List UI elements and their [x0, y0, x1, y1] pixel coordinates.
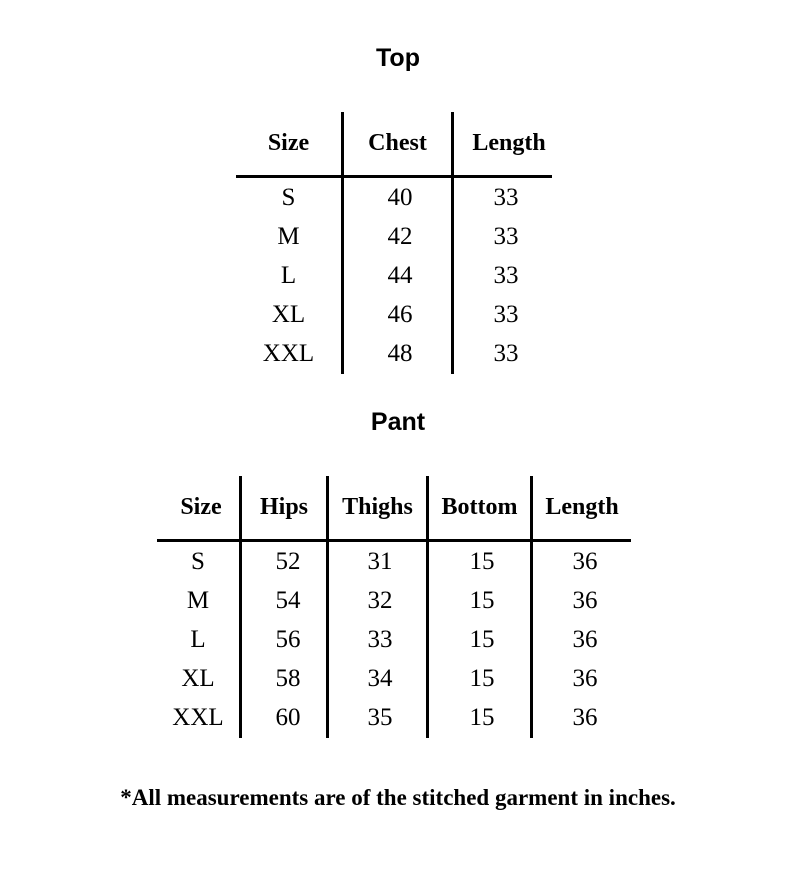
pant-cell: 31: [367, 548, 393, 575]
pant-cell: XXL: [172, 704, 224, 731]
pant-cell: 15: [469, 665, 495, 692]
pant-header-bottom: Bottom: [441, 494, 518, 520]
pant-cell: 36: [572, 587, 598, 614]
top-header-size: Size: [267, 130, 310, 156]
top-cell: XL: [271, 301, 306, 328]
top-cell: 48: [387, 340, 413, 367]
pant-header-size: Size: [180, 494, 222, 520]
top-header-length: Length: [472, 130, 546, 156]
pant-cell: 15: [469, 704, 495, 731]
top-cell: 40: [387, 184, 413, 211]
top-cell: M: [277, 223, 300, 250]
top-cell: 33: [493, 223, 519, 250]
pant-cell: 58: [275, 665, 301, 692]
pant-cell: 32: [367, 587, 393, 614]
pant-cell: XL: [181, 665, 215, 692]
pant-cell: 54: [275, 587, 301, 614]
pant-header-thighs: Thighs: [342, 494, 413, 520]
top-cell: 33: [493, 340, 519, 367]
pant-cell: 35: [367, 704, 393, 731]
pant-cell: M: [186, 587, 210, 614]
pant-cell: 36: [572, 704, 598, 731]
top-table-title: Top: [376, 44, 420, 72]
pant-cell: 33: [367, 626, 393, 653]
top-cell: 46: [387, 301, 413, 328]
top-cell: 44: [387, 262, 413, 289]
pant-table-title: Pant: [370, 408, 426, 436]
pant-cell: 36: [572, 548, 598, 575]
pant-cell: 34: [367, 665, 393, 692]
top-cell: L: [280, 262, 297, 289]
pant-cell: 56: [275, 626, 301, 653]
pant-cell: L: [190, 626, 206, 653]
pant-cell: 15: [469, 587, 495, 614]
pant-cell: 60: [275, 704, 301, 731]
pant-cell: 15: [469, 626, 495, 653]
top-cell: 33: [493, 301, 519, 328]
pant-header-hips: Hips: [259, 494, 309, 520]
top-cell: 33: [493, 262, 519, 289]
pant-header-divider: [157, 539, 631, 542]
top-cell: 33: [493, 184, 519, 211]
pant-cell: 36: [572, 665, 598, 692]
top-header-divider: [236, 175, 552, 178]
pant-cell: 36: [572, 626, 598, 653]
top-cell: XXL: [262, 340, 315, 367]
pant-cell: 52: [275, 548, 301, 575]
pant-cell: S: [191, 548, 205, 575]
pant-header-length: Length: [545, 494, 619, 520]
pant-cell: 15: [469, 548, 495, 575]
top-cell: 42: [387, 223, 413, 250]
measurement-note: *All measurements are of the stitched garment in inches.: [120, 785, 676, 810]
top-cell: S: [281, 184, 296, 211]
top-header-chest: Chest: [368, 130, 427, 156]
